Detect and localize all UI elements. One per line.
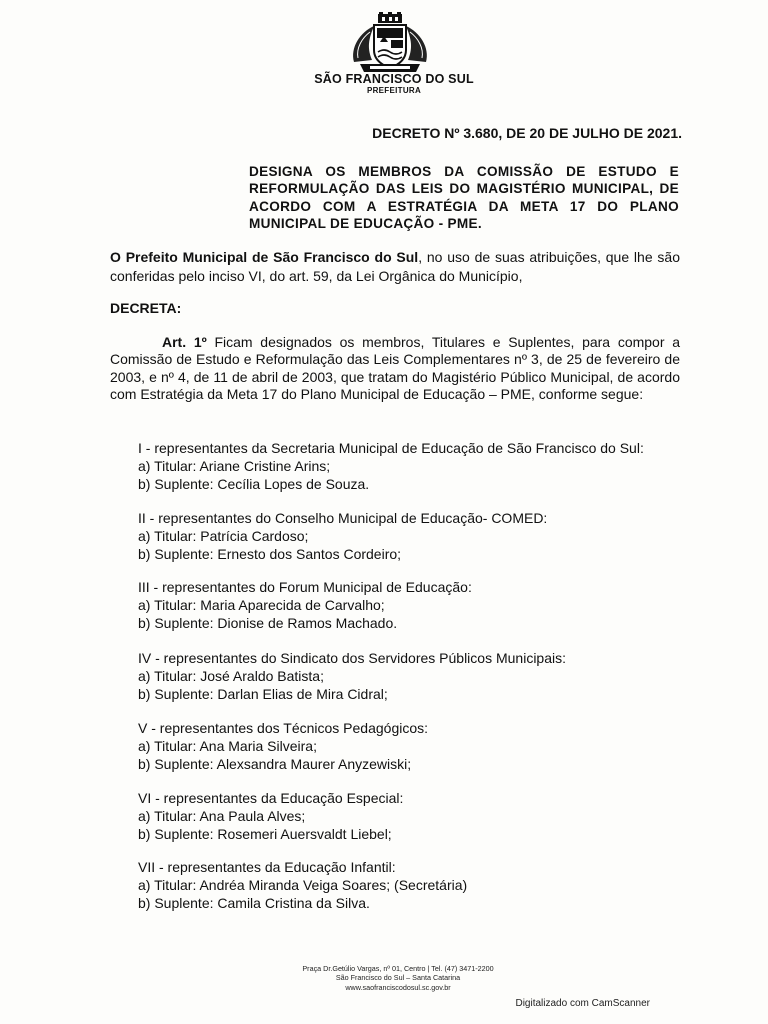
page-footer	[268, 964, 528, 992]
group-heading: I - representantes da Secretaria Municipal de Educação de São Francisco do Sul:	[138, 440, 644, 456]
group-heading: II - representantes do Conselho Municipal de Educação- COMED:	[138, 510, 548, 526]
footer-address: Praça Dr.Getúlio Vargas, nº 01, Centro | Tel. (47) 3471-2200	[302, 964, 494, 973]
group-titular: a) Titular: José Araldo Batista;	[138, 668, 324, 684]
member-group	[138, 439, 698, 493]
member-group	[138, 858, 698, 912]
group-suplente: b) Suplente: Alexsandra Maurer Anyzewiski;	[138, 756, 412, 772]
decree-ementa: DESIGNA OS MEMBROS DA COMISSÃO DE ESTUDO E REFORMULAÇÃO DAS LEIS DO MAGISTÉRIO MUNICIPAL, DE ACORDO COM A ESTRATÉGIA DA META 17 DO PLANO MUNICIPAL DE EDUCAÇÃO - PME.	[249, 164, 679, 231]
group-heading: VI - representantes da Educação Especial:	[138, 790, 404, 806]
group-heading: V - representantes dos Técnicos Pedagógicos:	[138, 720, 429, 736]
decree-title: DECRETO Nº 3.680, DE 20 DE JULHO DE 2021.	[372, 125, 682, 141]
group-suplente: b) Suplente: Camila Cristina da Silva.	[138, 895, 370, 911]
footer-website: www.saofranciscodosul.sc.gov.br	[345, 982, 451, 992]
group-titular: a) Titular: Ariane Cristine Arins;	[138, 458, 331, 474]
scanner-watermark: Digitalizado com CamScanner	[515, 998, 650, 1009]
org-subtitle: PREFEITURA	[366, 86, 422, 95]
group-titular: a) Titular: Patrícia Cardoso;	[138, 528, 309, 544]
article-1-label: Art. 1º	[162, 334, 207, 350]
group-heading: VII - representantes da Educação Infantil:	[138, 859, 396, 875]
group-titular: a) Titular: Andréa Miranda Veiga Soares; (Secretária)	[138, 877, 468, 893]
member-group	[138, 789, 698, 843]
org-name: SÃO FRANCISCO DO SUL	[314, 72, 474, 86]
group-heading: III - representantes do Forum Municipal de Educação:	[138, 579, 472, 595]
member-group	[138, 649, 698, 703]
footer-city: São Francisco do Sul – Santa Catarina	[335, 973, 461, 983]
group-titular: a) Titular: Maria Aparecida de Carvalho;	[138, 597, 385, 613]
article-1-text: Ficam designados os membros, Titulares e Suplentes, para compor a Comissão de Estudo e Reformulação das Leis Complementares nº 3, de 25 de fevereiro de 2003, e nº 4, de 11 de abril de 2003, que tratam do Magistério Público Municipal, de acordo com Estratégia da Meta 17 do Plano Municipal de Educação – PME, conforme segue:	[110, 334, 680, 402]
preamble-authority: O Prefeito Municipal de São Francisco do Sul	[110, 249, 419, 265]
decree-preamble	[110, 248, 680, 285]
decreta-heading: DECRETA:	[110, 300, 182, 316]
member-group	[138, 509, 698, 563]
group-titular: a) Titular: Ana Paula Alves;	[138, 808, 306, 824]
group-suplente: b) Suplente: Dionise de Ramos Machado.	[138, 615, 398, 631]
municipal-coat-of-arms-icon	[348, 12, 432, 74]
article-1	[110, 334, 680, 403]
member-group	[138, 719, 698, 773]
group-heading: IV - representantes do Sindicato dos Servidores Públicos Municipais:	[138, 650, 566, 666]
group-suplente: b) Suplente: Darlan Elias de Mira Cidral;	[138, 686, 388, 702]
member-group	[138, 578, 698, 632]
group-suplente: b) Suplente: Cecília Lopes de Souza.	[138, 476, 370, 492]
group-suplente: b) Suplente: Ernesto dos Santos Cordeiro;	[138, 546, 402, 562]
group-suplente: b) Suplente: Rosemeri Auersvaldt Liebel;	[138, 826, 392, 842]
group-titular: a) Titular: Ana Maria Silveira;	[138, 738, 317, 754]
preamble-text: , no uso de suas atribuições, que lhe são conferidas pelo inciso VI, do art. 59, da Lei Orgânica do Município,	[110, 249, 680, 284]
